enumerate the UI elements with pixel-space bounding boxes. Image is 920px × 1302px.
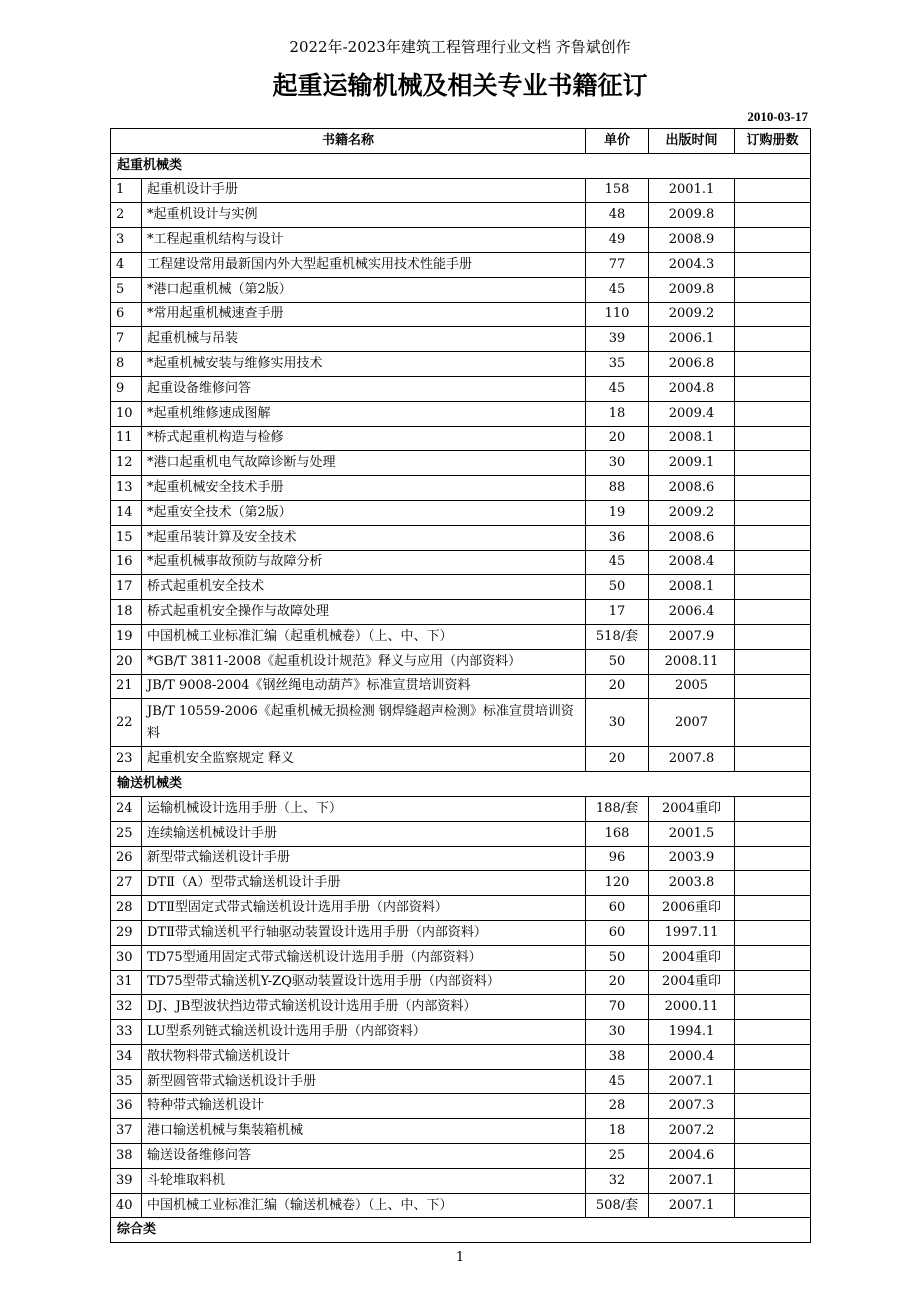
order-quantity-cell[interactable] <box>735 699 811 747</box>
book-price: 158 <box>586 178 649 203</box>
order-quantity-cell[interactable] <box>735 451 811 476</box>
book-name: 输送设备维修问答 <box>142 1144 586 1169</box>
row-number: 5 <box>111 277 142 302</box>
book-name: DTⅡ（A）型带式输送机设计手册 <box>142 871 586 896</box>
category-row <box>111 153 811 178</box>
book-name: JB/T 10559-2006《起重机械无损检测 钢焊缝超声检测》标准宣贯培训资料 <box>142 699 586 747</box>
book-price: 60 <box>586 920 649 945</box>
publish-date: 2003.9 <box>649 846 735 871</box>
table-row <box>111 970 811 995</box>
order-quantity-cell[interactable] <box>735 426 811 451</box>
order-quantity-cell[interactable] <box>735 945 811 970</box>
book-price: 188/套 <box>586 796 649 821</box>
table-row <box>111 178 811 203</box>
table-body <box>111 153 811 1242</box>
row-number: 21 <box>111 674 142 699</box>
book-price: 45 <box>586 277 649 302</box>
document-date: 2010-03-17 <box>747 109 808 124</box>
row-number: 28 <box>111 896 142 921</box>
table-row <box>111 277 811 302</box>
book-order-table <box>110 128 811 1243</box>
column-header-price: 单价 <box>586 129 649 154</box>
book-price: 45 <box>586 1069 649 1094</box>
row-number: 23 <box>111 747 142 772</box>
publish-date: 2008.1 <box>649 426 735 451</box>
category-row <box>111 1218 811 1243</box>
page-number: 1 <box>455 1250 465 1265</box>
book-name: 港口输送机械与集装箱机械 <box>142 1119 586 1144</box>
row-number: 27 <box>111 871 142 896</box>
book-price: 20 <box>586 674 649 699</box>
book-name: 运输机械设计选用手册（上、下） <box>142 796 586 821</box>
book-name: 起重机设计手册 <box>142 178 586 203</box>
publish-date: 1994.1 <box>649 1020 735 1045</box>
publish-date: 2004重印 <box>649 796 735 821</box>
book-name: TD75型带式输送机Y-ZQ驱动装置设计选用手册（内部资料） <box>142 970 586 995</box>
row-number: 38 <box>111 1144 142 1169</box>
publish-date: 2007 <box>649 699 735 747</box>
publish-date: 2007.1 <box>649 1168 735 1193</box>
table-row <box>111 500 811 525</box>
book-name: 连续输送机械设计手册 <box>142 821 586 846</box>
publish-date: 1997.11 <box>649 920 735 945</box>
order-quantity-cell[interactable] <box>735 302 811 327</box>
publish-date: 2007.9 <box>649 624 735 649</box>
column-header-publish-date: 出版时间 <box>649 129 735 154</box>
order-quantity-cell[interactable] <box>735 376 811 401</box>
table-row <box>111 1020 811 1045</box>
book-name: *桥式起重机构造与检修 <box>142 426 586 451</box>
book-price: 45 <box>586 376 649 401</box>
row-number: 19 <box>111 624 142 649</box>
order-quantity-cell[interactable] <box>735 1168 811 1193</box>
order-quantity-cell[interactable] <box>735 970 811 995</box>
book-price: 38 <box>586 1044 649 1069</box>
book-price: 20 <box>586 747 649 772</box>
publish-date: 2008.9 <box>649 228 735 253</box>
table-row <box>111 1044 811 1069</box>
book-name: 中国机械工业标准汇编（输送机械卷）（上、中、下） <box>142 1193 586 1218</box>
table-row <box>111 426 811 451</box>
publish-date: 2009.8 <box>649 203 735 228</box>
publish-date: 2003.8 <box>649 871 735 896</box>
row-number: 10 <box>111 401 142 426</box>
publish-date: 2000.11 <box>649 995 735 1020</box>
book-price: 50 <box>586 945 649 970</box>
publish-date: 2005 <box>649 674 735 699</box>
order-quantity-cell[interactable] <box>735 1094 811 1119</box>
publish-date: 2006.8 <box>649 352 735 377</box>
table-row <box>111 1168 811 1193</box>
book-name: 起重机安全监察规定 释义 <box>142 747 586 772</box>
publish-date: 2009.4 <box>649 401 735 426</box>
book-price: 45 <box>586 550 649 575</box>
row-number: 35 <box>111 1069 142 1094</box>
book-price: 120 <box>586 871 649 896</box>
row-number: 12 <box>111 451 142 476</box>
column-header-order-quantity: 订购册数 <box>735 129 811 154</box>
order-quantity-cell[interactable] <box>735 178 811 203</box>
table-row <box>111 302 811 327</box>
row-number: 22 <box>111 699 142 747</box>
book-price: 110 <box>586 302 649 327</box>
publish-date: 2004.8 <box>649 376 735 401</box>
row-number: 36 <box>111 1094 142 1119</box>
row-number: 15 <box>111 525 142 550</box>
table-row <box>111 920 811 945</box>
book-name: *起重机械安装与维修实用技术 <box>142 352 586 377</box>
order-quantity-cell[interactable] <box>735 896 811 921</box>
order-quantity-cell[interactable] <box>735 575 811 600</box>
publish-date: 2004重印 <box>649 945 735 970</box>
row-number: 17 <box>111 575 142 600</box>
order-quantity-cell[interactable] <box>735 550 811 575</box>
order-quantity-cell[interactable] <box>735 525 811 550</box>
publish-date: 2008.6 <box>649 476 735 501</box>
book-price: 77 <box>586 252 649 277</box>
order-quantity-cell[interactable] <box>735 995 811 1020</box>
page-title: 起重运输机械及相关专业书籍征订 <box>272 71 648 100</box>
publish-date: 2007.1 <box>649 1069 735 1094</box>
book-name: 桥式起重机安全技术 <box>142 575 586 600</box>
order-quantity-cell[interactable] <box>735 846 811 871</box>
order-quantity-cell[interactable] <box>735 228 811 253</box>
publish-date: 2008.6 <box>649 525 735 550</box>
book-name: DTⅡ带式输送机平行轴驱动装置设计选用手册（内部资料） <box>142 920 586 945</box>
order-quantity-cell[interactable] <box>735 920 811 945</box>
book-name: 散状物料带式输送机设计 <box>142 1044 586 1069</box>
book-name: 特种带式输送机设计 <box>142 1094 586 1119</box>
book-name: *起重机械事故预防与故障分析 <box>142 550 586 575</box>
book-price: 508/套 <box>586 1193 649 1218</box>
row-number: 4 <box>111 252 142 277</box>
table-row <box>111 376 811 401</box>
order-quantity-cell[interactable] <box>735 1044 811 1069</box>
order-quantity-cell[interactable] <box>735 500 811 525</box>
book-price: 18 <box>586 401 649 426</box>
book-name: DJ、JB型波状挡边带式输送机设计选用手册（内部资料） <box>142 995 586 1020</box>
row-number: 13 <box>111 476 142 501</box>
book-name: *起重机械安全技术手册 <box>142 476 586 501</box>
table-row <box>111 252 811 277</box>
order-quantity-cell[interactable] <box>735 203 811 228</box>
order-quantity-cell[interactable] <box>735 871 811 896</box>
row-number: 8 <box>111 352 142 377</box>
order-quantity-cell[interactable] <box>735 476 811 501</box>
row-number: 25 <box>111 821 142 846</box>
category-label: 输送机械类 <box>111 772 811 797</box>
book-price: 168 <box>586 821 649 846</box>
order-quantity-cell[interactable] <box>735 352 811 377</box>
category-label: 起重机械类 <box>111 153 811 178</box>
book-price: 35 <box>586 352 649 377</box>
publish-date: 2004.3 <box>649 252 735 277</box>
book-name: DTⅡ型固定式带式输送机设计选用手册（内部资料） <box>142 896 586 921</box>
book-name: *起重机设计与实例 <box>142 203 586 228</box>
table-row <box>111 600 811 625</box>
table-row <box>111 228 811 253</box>
order-quantity-cell[interactable] <box>735 277 811 302</box>
table-row <box>111 624 811 649</box>
table-row <box>111 1144 811 1169</box>
row-number: 39 <box>111 1168 142 1193</box>
table-row <box>111 1094 811 1119</box>
book-name: *港口起重机电气故障诊断与处理 <box>142 451 586 476</box>
row-number: 31 <box>111 970 142 995</box>
book-price: 36 <box>586 525 649 550</box>
row-number: 29 <box>111 920 142 945</box>
order-quantity-cell[interactable] <box>735 649 811 674</box>
column-header-book-name: 书籍名称 <box>111 129 586 154</box>
publish-date: 2006.1 <box>649 327 735 352</box>
publish-date: 2009.2 <box>649 500 735 525</box>
book-name: *GB/T 3811-2008《起重机设计规范》释义与应用（内部资料） <box>142 649 586 674</box>
book-price: 30 <box>586 1020 649 1045</box>
table-row <box>111 1193 811 1218</box>
publish-date: 2007.3 <box>649 1094 735 1119</box>
order-quantity-cell[interactable] <box>735 1020 811 1045</box>
row-number: 3 <box>111 228 142 253</box>
order-quantity-cell[interactable] <box>735 1144 811 1169</box>
book-name: *起重吊装计算及安全技术 <box>142 525 586 550</box>
book-price: 20 <box>586 970 649 995</box>
order-quantity-cell[interactable] <box>735 747 811 772</box>
order-quantity-cell[interactable] <box>735 1069 811 1094</box>
table-row <box>111 1119 811 1144</box>
publish-date: 2004.6 <box>649 1144 735 1169</box>
category-row <box>111 772 811 797</box>
publish-date: 2008.4 <box>649 550 735 575</box>
book-price: 518/套 <box>586 624 649 649</box>
table-row <box>111 1069 811 1094</box>
page-header: 2022年-2023年建筑工程管理行业文档 齐鲁斌创作 <box>289 38 631 56</box>
book-name: 新型圆管带式输送机设计手册 <box>142 1069 586 1094</box>
book-price: 49 <box>586 228 649 253</box>
publish-date: 2007.1 <box>649 1193 735 1218</box>
order-quantity-cell[interactable] <box>735 252 811 277</box>
book-price: 50 <box>586 649 649 674</box>
publish-date: 2006重印 <box>649 896 735 921</box>
order-quantity-cell[interactable] <box>735 401 811 426</box>
book-price: 19 <box>586 500 649 525</box>
book-price: 32 <box>586 1168 649 1193</box>
row-number: 1 <box>111 178 142 203</box>
row-number: 32 <box>111 995 142 1020</box>
book-name: 中国机械工业标准汇编（起重机械卷）（上、中、下） <box>142 624 586 649</box>
book-name: JB/T 9008-2004《钢丝绳电动葫芦》标准宣贯培训资料 <box>142 674 586 699</box>
book-price: 20 <box>586 426 649 451</box>
book-price: 28 <box>586 1094 649 1119</box>
order-quantity-cell[interactable] <box>735 600 811 625</box>
book-price: 48 <box>586 203 649 228</box>
order-quantity-cell[interactable] <box>735 624 811 649</box>
publish-date: 2009.2 <box>649 302 735 327</box>
row-number: 26 <box>111 846 142 871</box>
row-number: 16 <box>111 550 142 575</box>
table-row <box>111 995 811 1020</box>
book-name: *常用起重机械速查手册 <box>142 302 586 327</box>
book-name: 起重机械与吊装 <box>142 327 586 352</box>
table-row <box>111 327 811 352</box>
publish-date: 2007.2 <box>649 1119 735 1144</box>
row-number: 20 <box>111 649 142 674</box>
book-name: *港口起重机械（第2版） <box>142 277 586 302</box>
row-number: 18 <box>111 600 142 625</box>
publish-date: 2008.11 <box>649 649 735 674</box>
table-row <box>111 401 811 426</box>
book-name: 桥式起重机安全操作与故障处理 <box>142 600 586 625</box>
row-number: 30 <box>111 945 142 970</box>
table-row <box>111 699 811 747</box>
order-quantity-cell[interactable] <box>735 674 811 699</box>
publish-date: 2009.1 <box>649 451 735 476</box>
book-name: 新型带式输送机设计手册 <box>142 846 586 871</box>
book-name: *起重安全技术（第2版） <box>142 500 586 525</box>
book-price: 39 <box>586 327 649 352</box>
order-quantity-cell[interactable] <box>735 1119 811 1144</box>
table-row <box>111 796 811 821</box>
row-number: 34 <box>111 1044 142 1069</box>
table-row <box>111 451 811 476</box>
row-number: 40 <box>111 1193 142 1218</box>
book-price: 18 <box>586 1119 649 1144</box>
category-label: 综合类 <box>111 1218 811 1243</box>
book-name: *起重机维修速成图解 <box>142 401 586 426</box>
table-row <box>111 674 811 699</box>
book-name: 起重设备维修问答 <box>142 376 586 401</box>
row-number: 14 <box>111 500 142 525</box>
table-row <box>111 896 811 921</box>
book-name: TD75型通用固定式带式输送机设计选用手册（内部资料） <box>142 945 586 970</box>
publish-date: 2001.5 <box>649 821 735 846</box>
table-row <box>111 821 811 846</box>
row-number: 33 <box>111 1020 142 1045</box>
table-row <box>111 550 811 575</box>
table-row <box>111 649 811 674</box>
table-row <box>111 476 811 501</box>
book-price: 17 <box>586 600 649 625</box>
publish-date: 2004重印 <box>649 970 735 995</box>
row-number: 7 <box>111 327 142 352</box>
publish-date: 2006.4 <box>649 600 735 625</box>
publish-date: 2009.8 <box>649 277 735 302</box>
book-price: 88 <box>586 476 649 501</box>
order-quantity-cell[interactable] <box>735 796 811 821</box>
table-row <box>111 871 811 896</box>
book-price: 96 <box>586 846 649 871</box>
row-number: 9 <box>111 376 142 401</box>
book-price: 70 <box>586 995 649 1020</box>
book-name: *工程起重机结构与设计 <box>142 228 586 253</box>
order-quantity-cell[interactable] <box>735 327 811 352</box>
book-price: 25 <box>586 1144 649 1169</box>
row-number: 2 <box>111 203 142 228</box>
book-price: 30 <box>586 699 649 747</box>
publish-date: 2000.4 <box>649 1044 735 1069</box>
table-header-row <box>111 129 811 154</box>
publish-date: 2001.1 <box>649 178 735 203</box>
book-name: 斗轮堆取料机 <box>142 1168 586 1193</box>
book-price: 60 <box>586 896 649 921</box>
publish-date: 2007.8 <box>649 747 735 772</box>
table-row <box>111 352 811 377</box>
table-row <box>111 203 811 228</box>
table-row <box>111 846 811 871</box>
book-price: 50 <box>586 575 649 600</box>
table-row <box>111 525 811 550</box>
table-row <box>111 747 811 772</box>
row-number: 37 <box>111 1119 142 1144</box>
row-number: 24 <box>111 796 142 821</box>
book-price: 30 <box>586 451 649 476</box>
publish-date: 2008.1 <box>649 575 735 600</box>
book-name: 工程建设常用最新国内外大型起重机械实用技术性能手册 <box>142 252 586 277</box>
order-quantity-cell[interactable] <box>735 821 811 846</box>
row-number: 6 <box>111 302 142 327</box>
row-number: 11 <box>111 426 142 451</box>
order-quantity-cell[interactable] <box>735 1193 811 1218</box>
table-row <box>111 945 811 970</box>
book-name: LU型系列链式输送机设计选用手册（内部资料） <box>142 1020 586 1045</box>
table-row <box>111 575 811 600</box>
